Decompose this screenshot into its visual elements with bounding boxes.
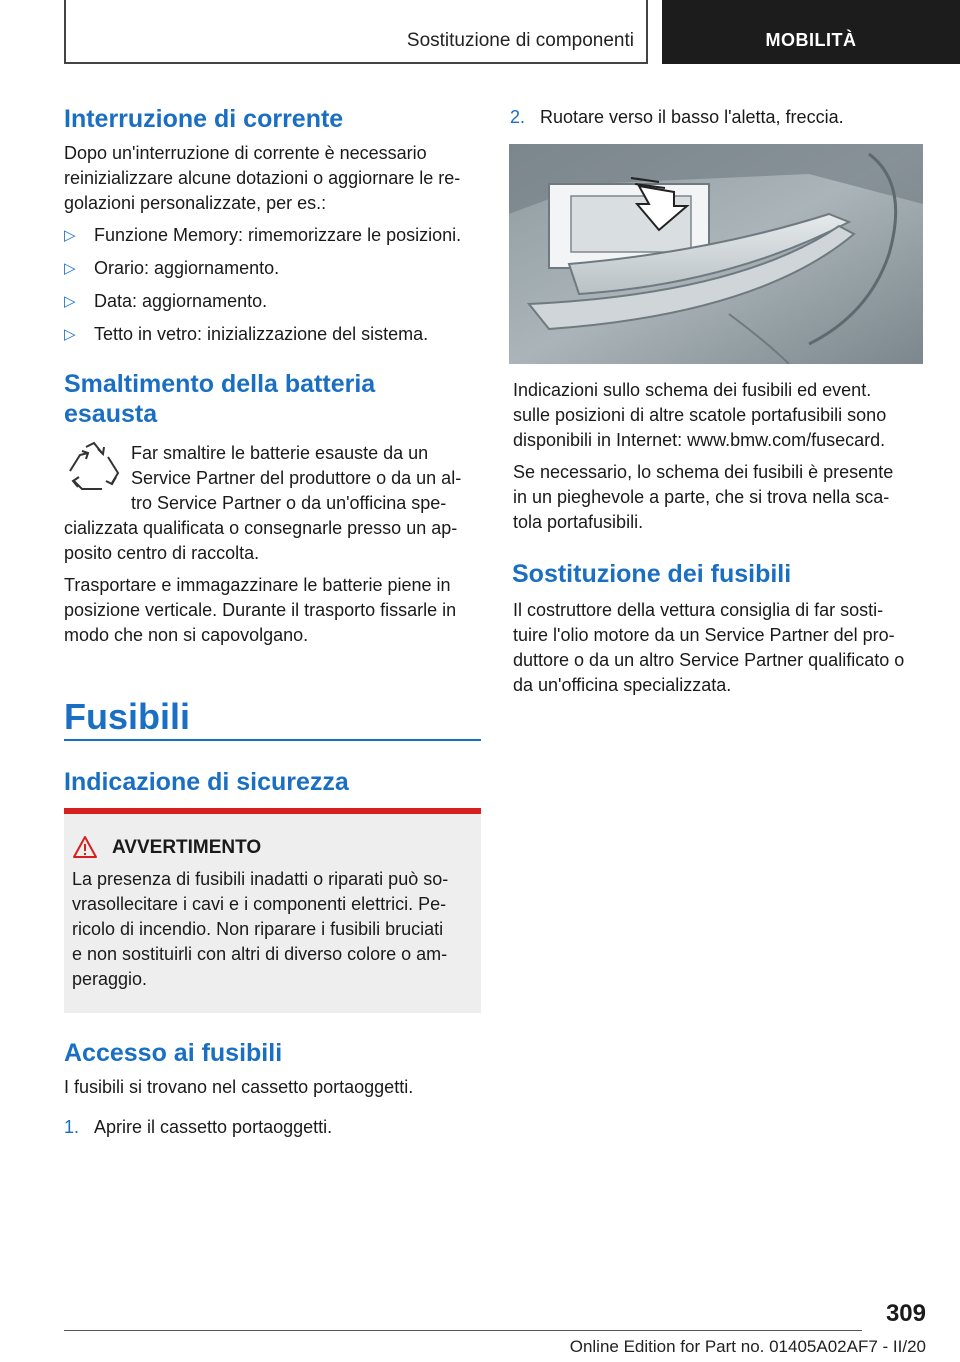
para-line: golazioni personalizzate, per es.:: [64, 193, 327, 213]
list-item: ▷ Orario: aggiornamento.: [64, 256, 484, 289]
warning-line: vrasollecitare i cavi e i componenti elettrici. Pe-: [72, 894, 447, 914]
para-line: I fusibili si trovano nel cassetto portaoggetti.: [64, 1077, 414, 1097]
para-line: tro Service Partner o da un'officina spe-: [131, 493, 447, 513]
para-line: modo che non si capovolgano.: [64, 625, 309, 645]
glovebox-photo: [509, 144, 923, 364]
para-line: Trasportare e immagazzinare le batterie piene in: [64, 575, 451, 595]
warning-line: ricolo di incendio. Non riparare i fusibili bruciati: [72, 919, 444, 939]
step-item: [64, 1115, 484, 1140]
heading-sicurezza: Indicazione di sicurezza: [64, 768, 349, 796]
para-line: reinizializzare alcune dotazioni o aggiornare le re-: [64, 168, 461, 188]
chapter-heading-fusibili: Fusibili: [64, 696, 190, 737]
para-line: sulle posizioni di altre scatole portafusibili sono: [513, 405, 887, 425]
heading-smaltimento: Smaltimento della batteria: [64, 370, 376, 398]
para-line: Far smaltire le batterie esauste da un: [131, 443, 429, 463]
triangle-bullet-icon: ▷: [64, 293, 76, 310]
recycling-icon: [64, 441, 124, 495]
list-item: ▷ Funzione Memory: rimemorizzare le posizioni.: [64, 223, 484, 256]
para-line: Dopo un'interruzione di corrente è necessario: [64, 143, 427, 163]
warning-triangle-icon: [72, 835, 98, 859]
heading-rule: [64, 739, 481, 741]
edition-note: Online Edition for Part no. 01405A02AF7 - II/20: [569, 1337, 926, 1356]
warning-line: peraggio.: [72, 969, 148, 989]
para-line: duttore o da un altro Service Partner qualificato o: [513, 650, 905, 670]
para-line: posizione verticale. Durante il trasporto fissarle in: [64, 600, 457, 620]
step-number: 1.: [64, 1117, 80, 1137]
warning-line: La presenza di fusibili inadatti o riparati può so-: [72, 869, 449, 889]
para-line: da un'officina specializzata.: [513, 675, 732, 695]
para-line: in un pieghevole a parte, che si trova nella sca-: [513, 487, 890, 507]
para-line: disponibili in Internet: www.bmw.com/fusecard.: [513, 430, 886, 450]
section-title: Sostituzione di componenti: [406, 30, 634, 51]
triangle-bullet-icon: ▷: [64, 326, 76, 343]
list-item: ▷ Tetto in vetro: inizializzazione del sistema.: [64, 322, 484, 355]
bullet-list: [64, 223, 484, 355]
step-text: Ruotare verso il basso l'aletta, freccia.: [540, 107, 844, 127]
running-header: [64, 0, 648, 64]
heading-smaltimento-l2: esausta: [64, 400, 158, 428]
para-line: tuire l'olio motore da un Service Partner del pro-: [513, 625, 895, 645]
para-line: tola portafusibili.: [513, 512, 644, 532]
step-number: 2.: [510, 107, 526, 127]
footer-rule: [64, 1330, 862, 1331]
warning-box: [64, 808, 481, 1013]
para-line: Se necessario, lo schema dei fusibili è presente: [513, 462, 894, 482]
para-line: posito centro di raccolta.: [64, 543, 260, 563]
para-line: Service Partner del produttore o da un al-: [131, 468, 462, 488]
warning-line: e non sostituirli con altri di diverso colore o am-: [72, 944, 448, 964]
triangle-bullet-icon: ▷: [64, 260, 76, 277]
warning-bar: [64, 808, 481, 814]
triangle-bullet-icon: ▷: [64, 227, 76, 244]
step-text: Aprire il cassetto portaoggetti.: [94, 1117, 333, 1137]
heading-sostituzione: Sostituzione dei fusibili: [512, 560, 792, 588]
page-number: 309: [885, 1300, 926, 1327]
heading-interruzione: Interruzione di corrente: [64, 105, 344, 133]
list-item: ▷ Data: aggiornamento.: [64, 289, 484, 322]
para-line: cializzata qualificata o consegnarle presso un ap-: [64, 518, 458, 538]
warning-title: AVVERTIMENTO: [112, 837, 262, 858]
chapter-label: MOBILITÀ: [765, 30, 857, 50]
para-line: Indicazioni sullo schema dei fusibili ed event.: [513, 380, 872, 400]
step-item: [510, 105, 924, 130]
heading-accesso: Accesso ai fusibili: [64, 1039, 283, 1067]
para-line: Il costruttore della vettura consiglia di far sosti-: [513, 600, 884, 620]
chapter-tab: [662, 0, 960, 64]
